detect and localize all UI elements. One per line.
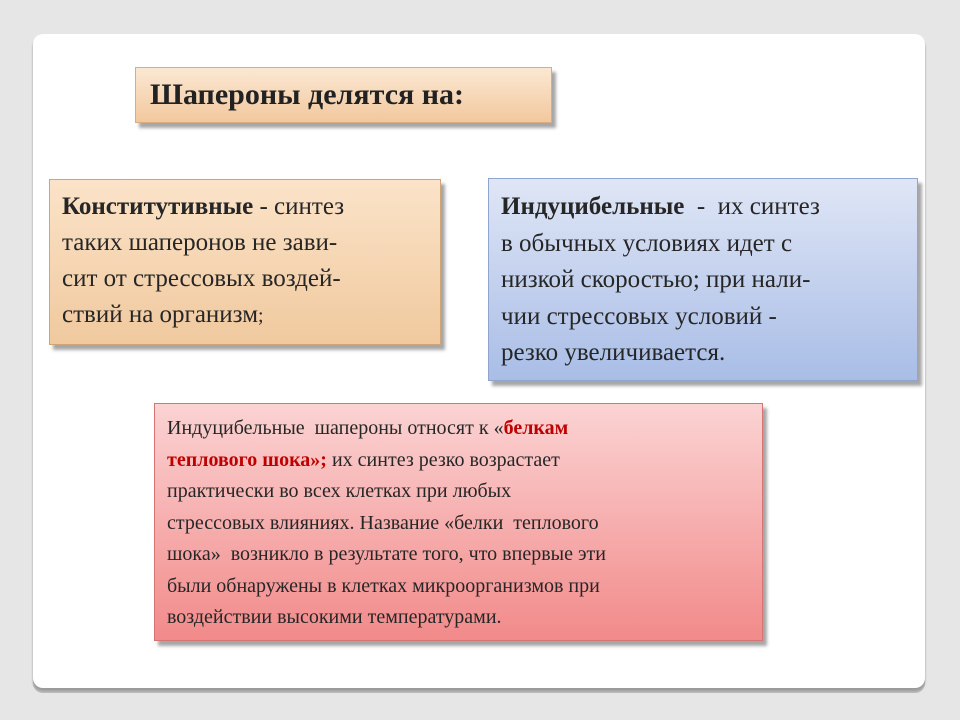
- heat-line-4: стрессовых влияниях. Название «белки теплового: [167, 511, 599, 534]
- heat-line-2-text: их синтез резко возрастает: [326, 448, 560, 471]
- constitutive-line-2: таких шаперонов не зави-: [62, 229, 338, 256]
- heat-line-6: были обнаружены в клетках микроорганизмов при: [167, 574, 600, 597]
- heat-line-1-text: Индуцибельные шапероны относят к «: [167, 417, 504, 439]
- inducible-line-2: в обычных условиях идет с: [501, 229, 793, 257]
- heat-highlight-2: теплового шока»;: [167, 448, 327, 471]
- heat-line-7: воздействии высокими температурами.: [167, 606, 502, 628]
- inducible-line-5: резко увеличивается.: [501, 339, 726, 366]
- inducible-line-1: - их синтез: [684, 193, 820, 220]
- constitutive-line-3: сит от стрессовых воздей-: [62, 265, 341, 292]
- constitutive-term: Конститутивные: [62, 193, 254, 220]
- constitutive-box: [49, 179, 441, 345]
- heat-line-5: шока» возникло в результате того, что впервые эти: [167, 543, 606, 565]
- inducible-term: Индуцибельные: [501, 193, 685, 220]
- title-text: Шапероны делятся на:: [150, 78, 465, 111]
- heat-line-3: практически во всех клетках при любых: [167, 480, 512, 502]
- constitutive-end: ;: [258, 305, 264, 327]
- constitutive-line-4: ствий на организм: [62, 301, 259, 328]
- heat-highlight-1: белкам: [503, 417, 569, 439]
- inducible-line-4: чии стрессовых условий -: [501, 302, 777, 330]
- slide-title: [135, 67, 552, 123]
- inducible-box: [488, 178, 918, 381]
- constitutive-line-1: - синтез: [253, 193, 345, 220]
- heat-shock-box: [154, 403, 763, 641]
- inducible-line-3: низкой скоростью; при нали-: [501, 266, 811, 293]
